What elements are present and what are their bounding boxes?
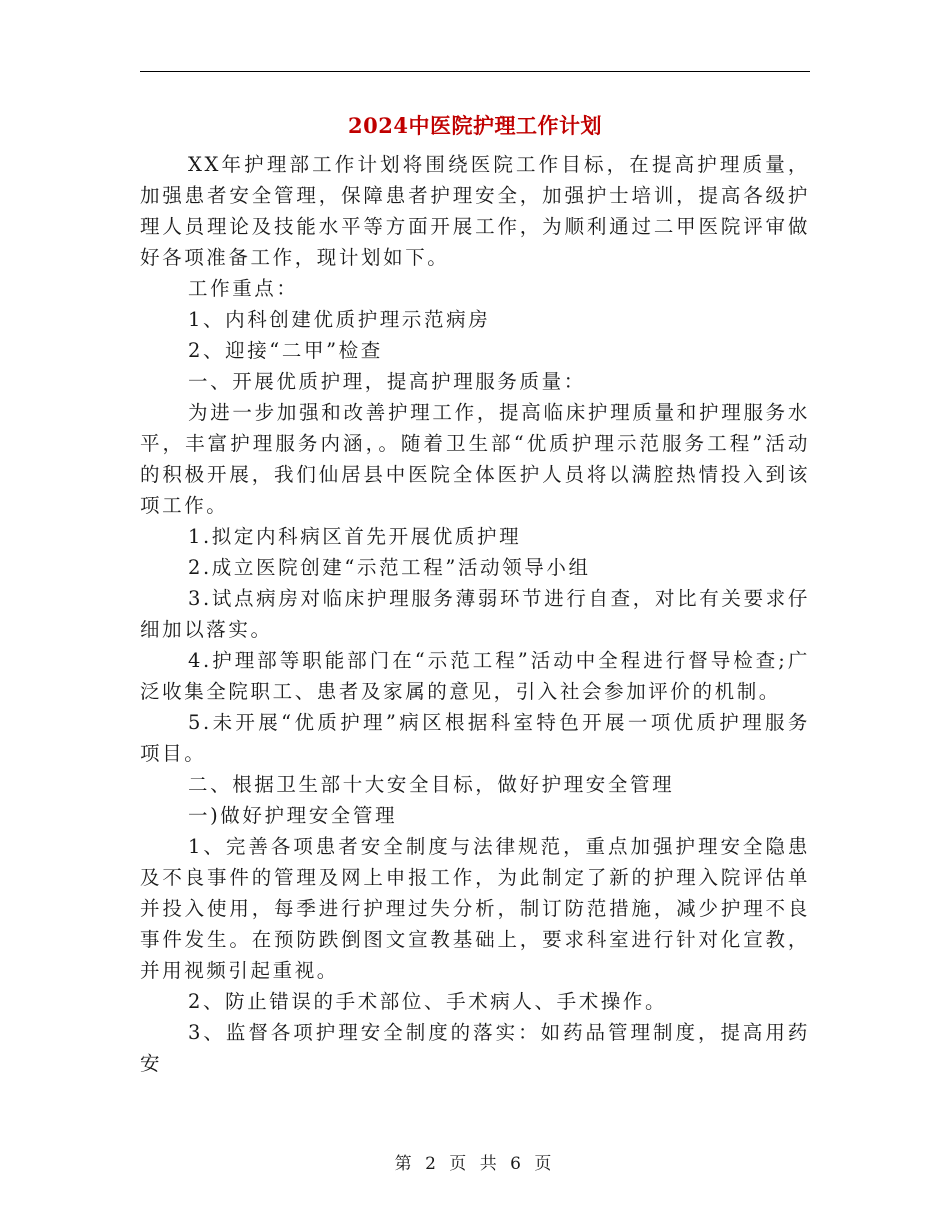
subsection-heading-1: 一)做好护理安全管理 — [188, 804, 398, 827]
section-heading-1: 一、开展优质护理，提高护理服务质量： — [188, 370, 586, 393]
list-item-3: 3.试点病房对临床护理服务薄弱环节进行自查，对比有关要求仔细加以落实。 — [140, 587, 810, 641]
safety-item-3: 3、监督各项护理安全制度的落实：如药品管理制度，提高用药安 — [140, 1021, 810, 1075]
header-rule — [140, 71, 810, 72]
paragraph-intro: XX年护理部工作计划将围绕医院工作目标，在提高护理质量，加强患者安全管理，保障患者护理安全，加强护士培训，提高各级护理人员理论及技能水平等方面开展工作，为顺利通过二甲医院评审做好各项准备工作，现计划如下。 — [140, 153, 810, 269]
list-item-4: 4.护理部等职能部门在“示范工程”活动中全程进行督导检查;广泛收集全院职工、患者及家属的意见，引入社会参加评价的机制。 — [140, 649, 810, 703]
document-title: 2024中医院护理工作计划 — [348, 113, 602, 138]
page-number-footer: 第 2 页 共 6 页 — [394, 1154, 556, 1174]
paragraph-key-points-heading: 工作重点： — [188, 277, 299, 300]
safety-item-2: 2、防止错误的手术部位、手术病人、手术操作。 — [188, 990, 668, 1013]
section-heading-2: 二、根据卫生部十大安全目标，做好护理安全管理 — [188, 773, 675, 796]
document-body — [140, 149, 810, 1079]
paragraph-key-point-1: 1、内科创建优质护理示范病房 — [188, 308, 491, 331]
list-item-2: 2.成立医院创建“示范工程”活动领导小组 — [188, 556, 591, 579]
list-item-5: 5.未开展“优质护理”病区根据科室特色开展一项优质护理服务项目。 — [140, 711, 810, 765]
safety-item-1: 1、完善各项患者安全制度与法律规范，重点加强护理安全隐患及不良事件的管理及网上申报工作，为此制定了新的护理入院评估单并投入使用，每季进行护理过失分析，制订防范措施，减少护理不良事件发生。在预防跌倒图文宣教基础上，要求科室进行针对化宣教，并用视频引起重视。 — [140, 835, 810, 982]
list-item-1: 1.拟定内科病区首先开展优质护理 — [188, 525, 522, 548]
paragraph-key-point-2: 2、迎接“二甲”检查 — [188, 339, 383, 362]
paragraph-section-1-intro: 为进一步加强和改善护理工作，提高临床护理质量和护理服务水平，丰富护理服务内涵，。随着卫生部“优质护理示范服务工程”活动的积极开展，我们仙居县中医院全体医护人员将以满腔热情投入到该项工作。 — [140, 401, 810, 517]
